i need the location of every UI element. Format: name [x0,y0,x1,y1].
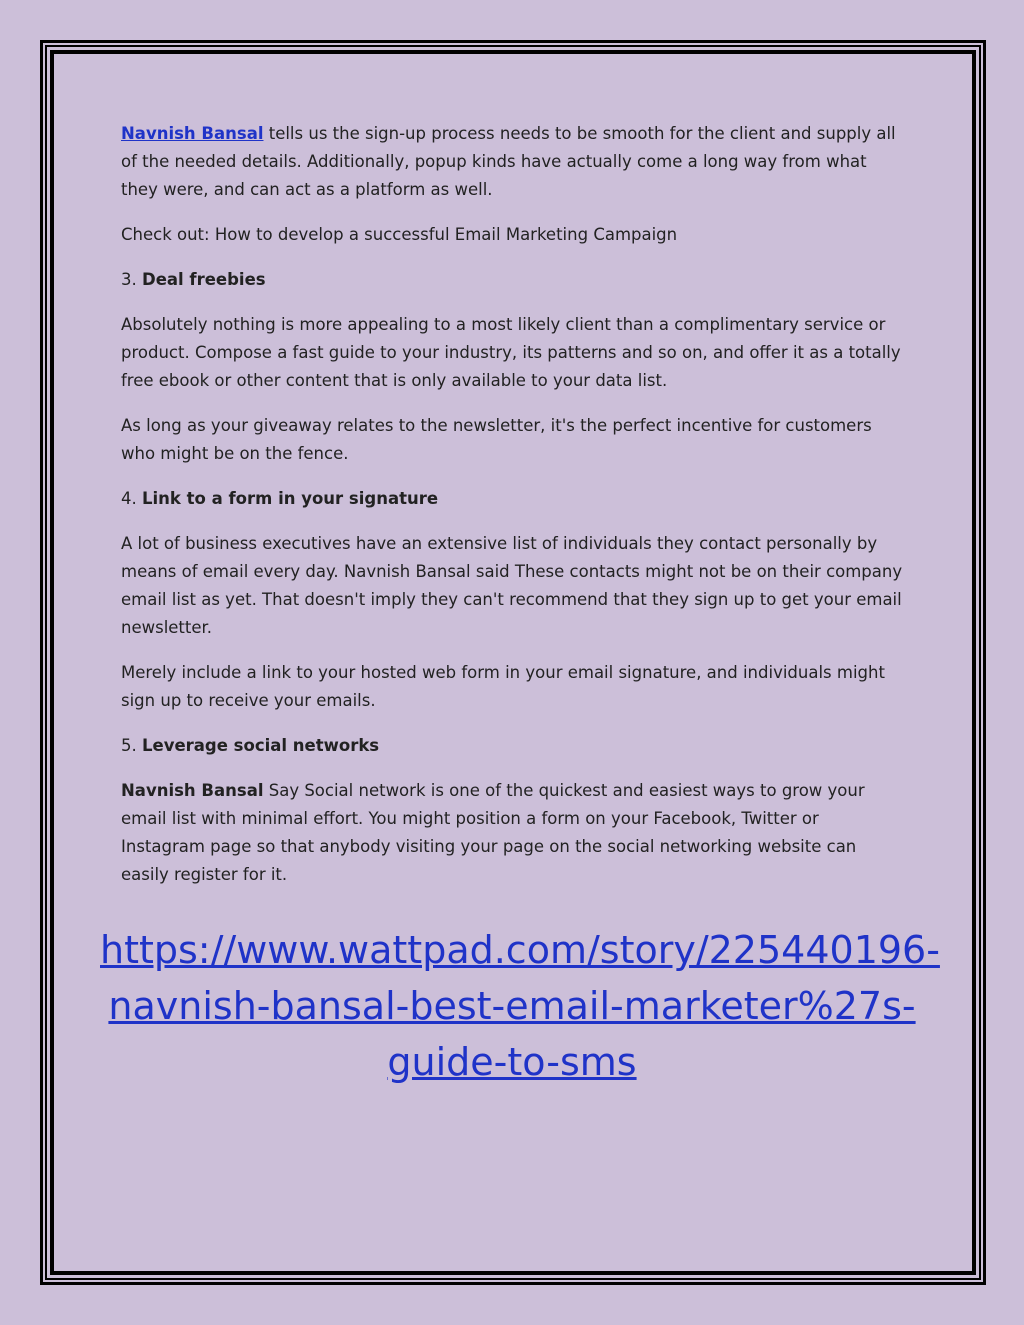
section-5-heading [121,732,906,760]
footer-url-line-3: guide-to-sms [387,1040,637,1084]
section-5-number: 5. [121,736,142,755]
section-5-lead: Navnish Bansal [121,781,264,800]
section-3-paragraph-2: As long as your giveaway relates to the newsletter, it's the perfect incentive for customers who might be on the fence. [121,416,872,463]
section-3-heading [121,266,906,294]
section-3-title: Deal freebies [142,270,266,289]
section-5-paragraph [121,777,906,889]
section-4-paragraph-2: Merely include a link to your hosted web form in your email signature, and individuals might sign up to receive your emails. [121,663,885,710]
footer-url-link[interactable] [100,928,940,1084]
intro-paragraph [121,120,906,204]
footer-url-block [100,922,940,1090]
section-4-paragraph-1: A lot of business executives have an extensive list of individuals they contact personally by means of email every day. Navnish Bansal said These contacts might not be on their company email list as yet. That doesn't imply they can't recommend that they sign up to get your email newsletter. [121,534,903,637]
author-link[interactable]: Navnish Bansal [121,124,264,143]
intro-text: tells us the sign-up process needs to be smooth for the client and supply all of the needed details. Additionally, popup kinds have actually come a long way from what they were, and can act as a platform as well. [121,124,896,199]
section-5-text: Say Social network is one of the quickest and easiest ways to grow your email list with minimal effort. You might position a form on your Facebook, Twitter or Instagram page so that anybody visiting your page on the social networking website can easily register for it. [121,781,865,884]
article-body [121,120,906,906]
section-3-paragraph-1: Absolutely nothing is more appealing to a most likely client than a complimentary service or product. Compose a fast guide to your industry, its patterns and so on, and offer it as a totally free ebook or other content that is only available to your data list. [121,315,901,390]
footer-url-line-2: navnish-bansal-best-email-marketer%27s- [108,984,916,1028]
section-4-number: 4. [121,489,142,508]
section-3-number: 3. [121,270,142,289]
section-5-title: Leverage social networks [142,736,380,755]
footer-url-line-1: https://www.wattpad.com/story/225440196- [100,928,940,972]
section-4-heading [121,485,906,513]
section-4-title: Link to a form in your signature [142,489,439,508]
check-out-line: Check out: How to develop a successful Email Marketing Campaign [121,225,678,244]
